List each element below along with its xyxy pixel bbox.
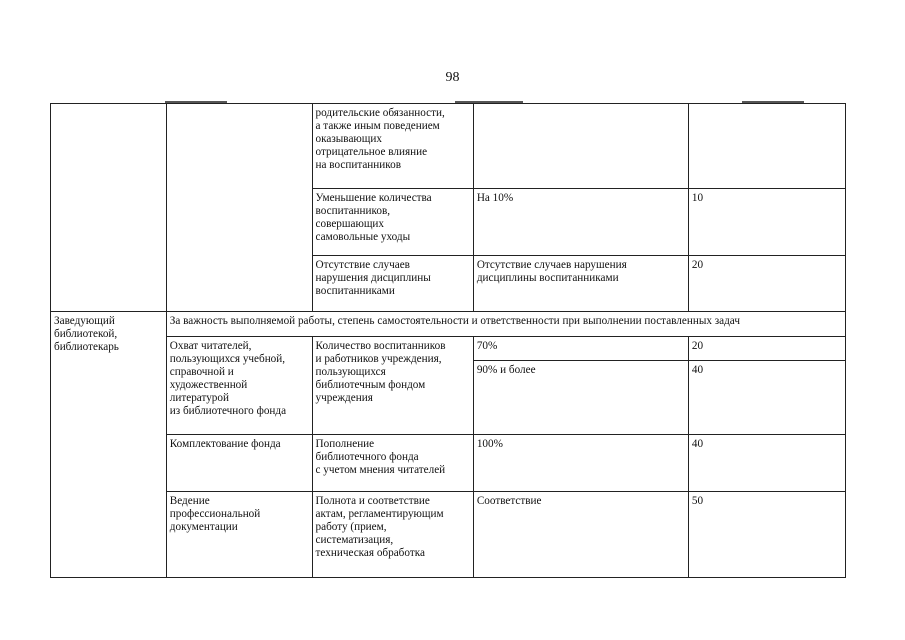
- points-cell: [688, 104, 845, 189]
- value-cell: На 10%: [473, 189, 688, 256]
- indicator-cell: Полнота и соответствие актам, регламентирующим работу (прием, систематизация, техническая обработка: [312, 492, 473, 578]
- points-cell: 10: [688, 189, 845, 256]
- section-header: За важность выполняемой работы, степень самостоятельности и ответственности при выполнении поставленных задач: [166, 312, 845, 337]
- points-cell: 40: [688, 361, 845, 435]
- criterion-cell: Комплектование фонда: [166, 435, 312, 492]
- value-cell: 100%: [473, 435, 688, 492]
- points-cell: 20: [688, 337, 845, 361]
- position-cell: [51, 104, 167, 312]
- criteria-table: [50, 103, 846, 578]
- indicator-cell: Количество воспитанников и работников учреждения, пользующихся библиотечным фондом учреждения: [312, 337, 473, 435]
- points-cell: 20: [688, 256, 845, 312]
- table-row: [51, 435, 846, 492]
- criterion-cell: Ведение профессиональной документации: [166, 492, 312, 578]
- indicator-cell: родительские обязанности, а также иным поведением оказывающих отрицательное влияние на воспитанников: [312, 104, 473, 189]
- value-cell: 90% и более: [473, 361, 688, 435]
- page-number: 98: [445, 70, 460, 85]
- value-cell: Отсутствие случаев нарушения дисциплины воспитанниками: [473, 256, 688, 312]
- criterion-cell: Охват читателей, пользующихся учебной, справочной и художественной литературой из библиотечного фонда: [166, 337, 312, 435]
- table-row: [51, 312, 846, 337]
- table-row: [51, 492, 846, 578]
- value-cell: Соответствие: [473, 492, 688, 578]
- indicator-cell: Пополнение библиотечного фонда с учетом мнения читателей: [312, 435, 473, 492]
- table-row: [51, 337, 846, 361]
- indicator-cell: Уменьшение количества воспитанников, совершающих самовольные уходы: [312, 189, 473, 256]
- position-cell: Заведующий библиотекой, библиотекарь: [51, 312, 167, 578]
- points-cell: 40: [688, 435, 845, 492]
- points-cell: 50: [688, 492, 845, 578]
- value-cell: [473, 104, 688, 189]
- criterion-cell: [166, 104, 312, 312]
- table-row: [51, 104, 846, 189]
- indicator-cell: Отсутствие случаев нарушения дисциплины воспитанниками: [312, 256, 473, 312]
- value-cell: 70%: [473, 337, 688, 361]
